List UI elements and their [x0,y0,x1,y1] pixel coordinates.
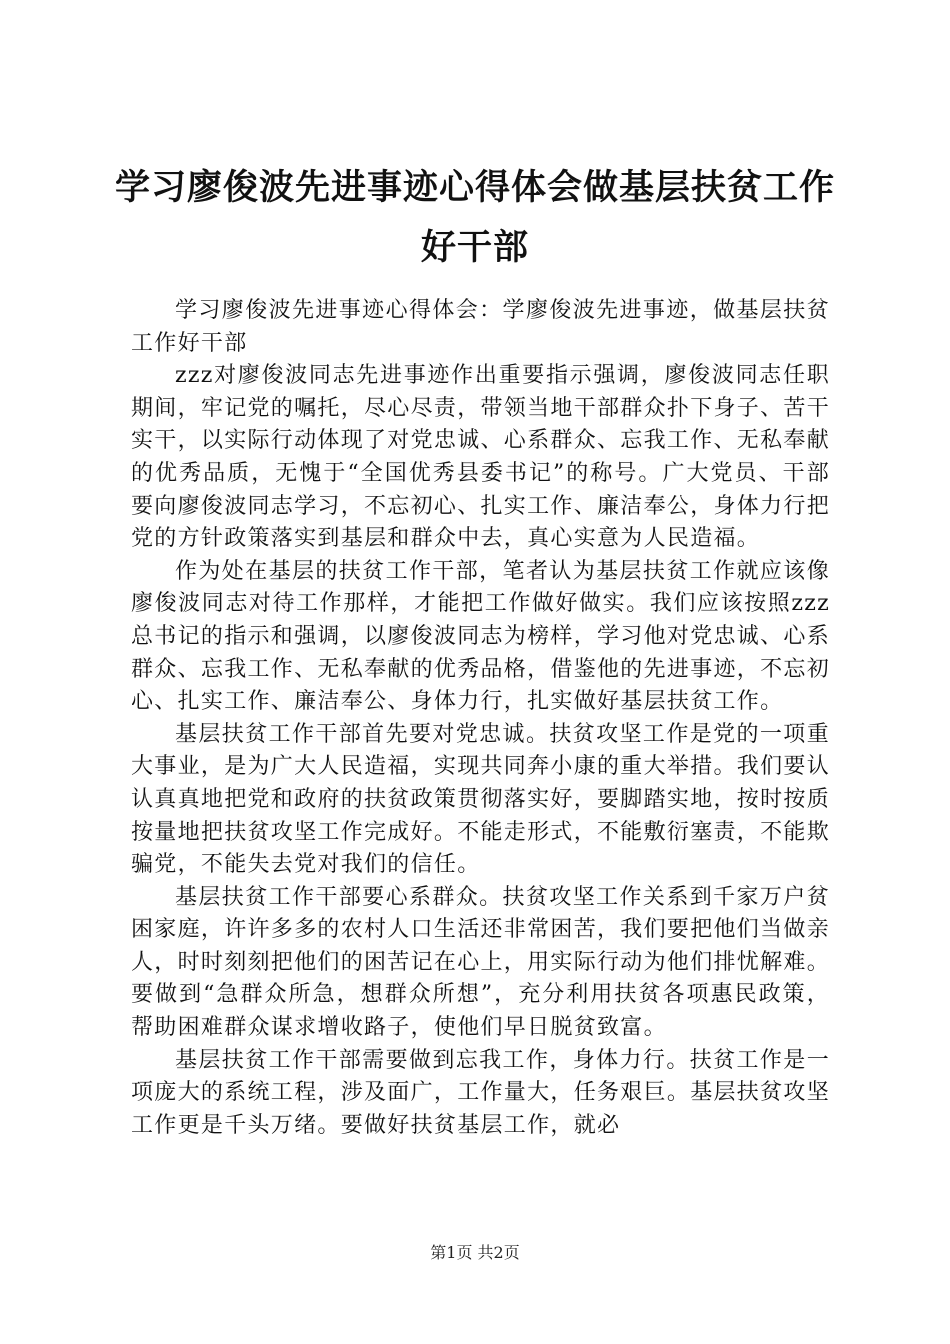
paragraph: 基层扶贫工作干部首先要对党忠诚。扶贫攻坚工作是党的一项重大事业，是为广大人民造福，实现共同奔小康的重大举措。我们要认认真真地把党和政府的扶贫政策贯彻落实好，要脚踏实地，按时按质按量地把扶贫攻坚工作完成好。不能走形式，不能敷衍塞责，不能欺骗党，不能失去党对我们的信任。 [131,721,831,878]
paragraph: zzz对廖俊波同志先进事迹作出重要指示强调，廖俊波同志任职期间，牢记党的嘱托，尽心尽责，带领当地干部群众扑下身子、苦干实干，以实际行动体现了对党忠诚、心系群众、忘我工作、无私奉献的优秀品质，无愧于“全国优秀县委书记”的称号。广大党员、干部要向廖俊波同志学习，不忘初心、扎实工作、廉洁奉公，身体力行把党的方针政策落实到基层和群众中去，真心实意为人民造福。 [131,363,831,552]
document-title [100,158,850,278]
page-number: 第1页 共2页 [430,1243,520,1262]
document-body [131,295,830,1142]
title-line-2: 好干部 [420,228,529,268]
page-footer [0,1240,950,1263]
title-line-1: 学习廖俊波先进事迹心得体会做基层扶贫工作 [114,168,835,208]
paragraph: 基层扶贫工作干部要心系群众。扶贫攻坚工作关系到千家万户贫困家庭，许许多多的农村人口生活还非常困苦，我们要把他们当做亲人，时时刻刻把他们的困苦记在心上，用实际行动为他们排忧解难。要做到“急群众所急，想群众所想”，充分利用扶贫各项惠民政策，帮助困难群众谋求增收路子，使他们早日脱贫致富。 [131,884,831,1041]
paragraph: 作为处在基层的扶贫工作干部，笔者认为基层扶贫工作就应该像廖俊波同志对待工作那样，才能把工作做好做实。我们应该按照zzz总书记的指示和强调，以廖俊波同志为榜样，学习他对党忠诚、心系群众、忘我工作、无私奉献的优秀品格，借鉴他的先进事迹，不忘初心、扎实工作、廉洁奉公、身体力行，扎实做好基层扶贫工作。 [131,558,831,715]
paragraph: 基层扶贫工作干部需要做到忘我工作，身体力行。扶贫工作是一项庞大的系统工程，涉及面广，工作量大，任务艰巨。基层扶贫攻坚工作更是千头万绪。要做好扶贫基层工作，就必 [131,1047,831,1138]
paragraph: 学习廖俊波先进事迹心得体会：学廖俊波先进事迹，做基层扶贫工作好干部 [131,298,830,356]
